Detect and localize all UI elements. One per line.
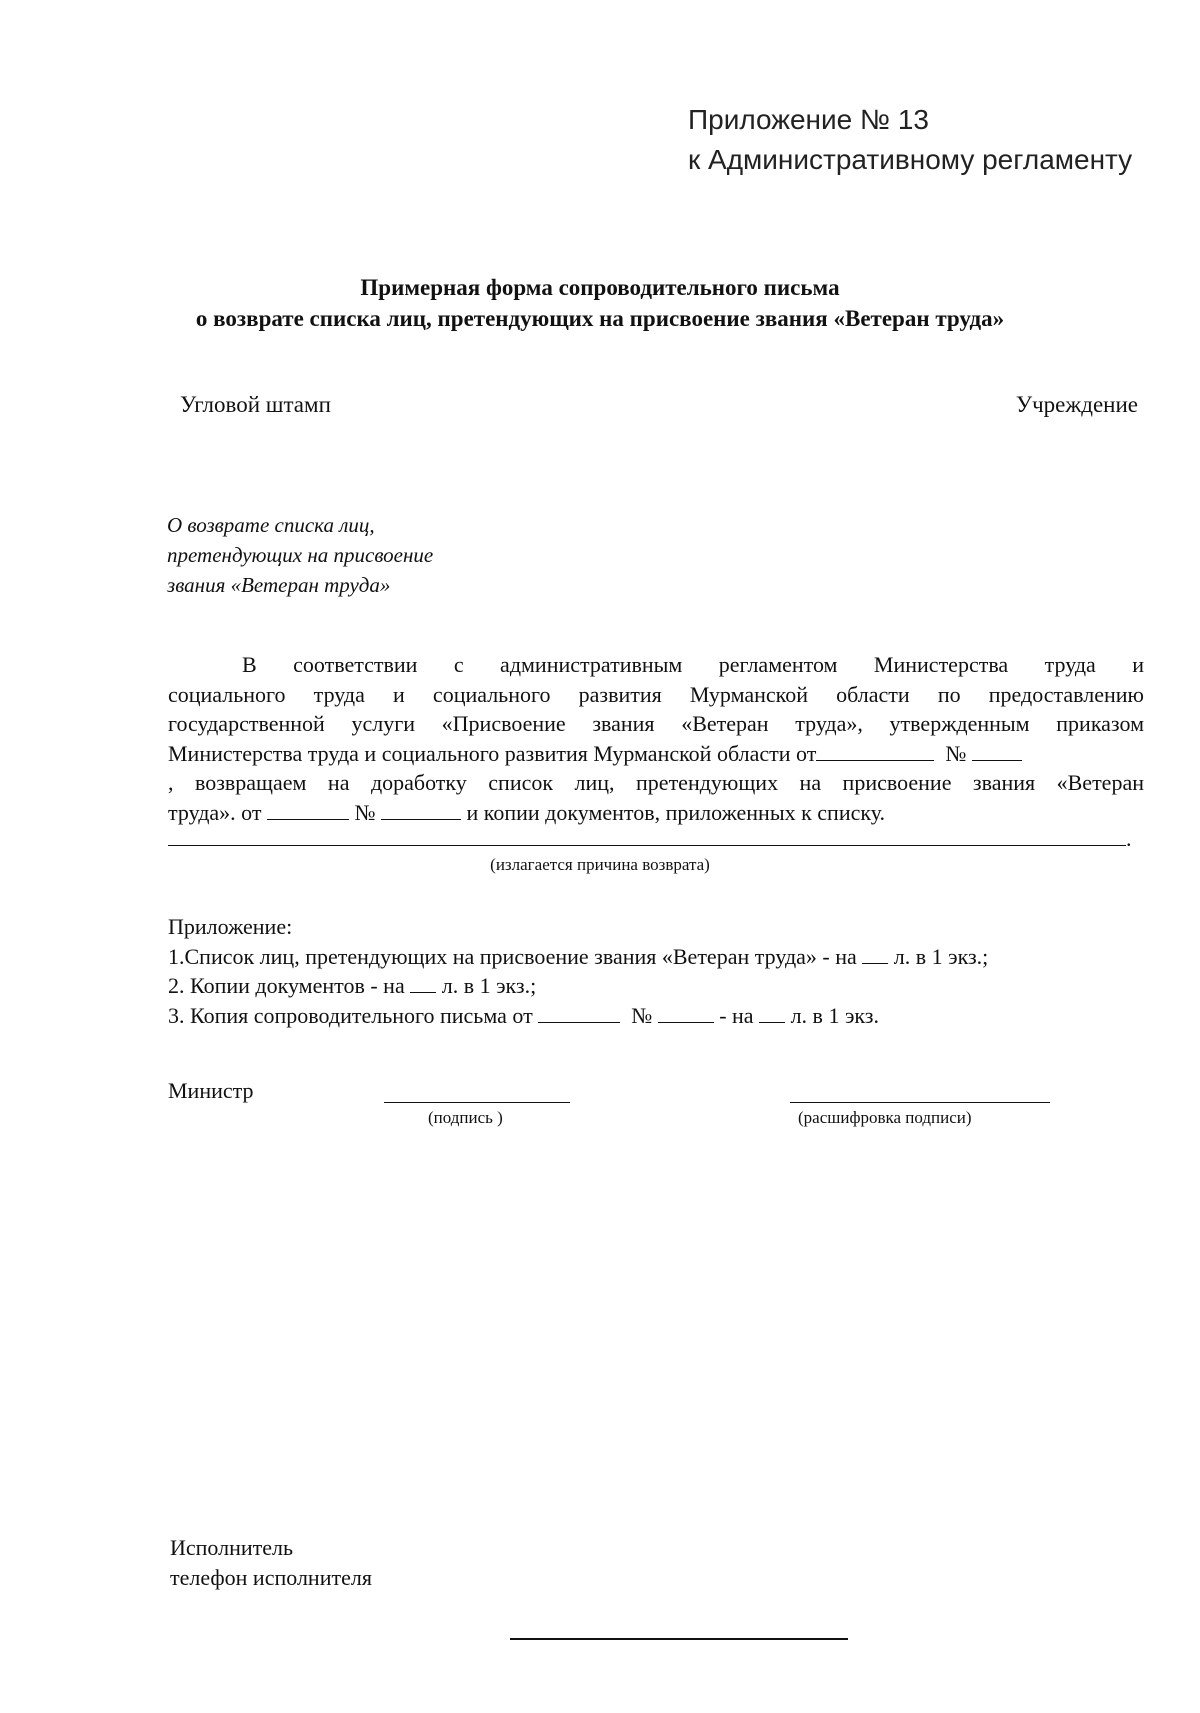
appendix-to: к Административному регламенту bbox=[688, 144, 1133, 175]
list-date-label: труда». от bbox=[168, 799, 262, 825]
return-reason-field[interactable] bbox=[168, 845, 1126, 846]
attachment-item-3-end: л. в 1 экз. bbox=[790, 1002, 879, 1028]
attachment-item-2 bbox=[168, 971, 988, 1001]
appendix-header bbox=[688, 100, 1132, 180]
letter-subject bbox=[167, 510, 433, 600]
body-line-4-text: Министерства труда и социального развития Мурманской области bbox=[168, 740, 791, 766]
body-line-1: В соответствии с административным регламентом Министерства труда и bbox=[242, 652, 1144, 677]
attachment-item-3 bbox=[168, 1001, 988, 1031]
attachment-item-2-text: 2. Копии документов - на bbox=[168, 973, 405, 998]
minister-label: Министр bbox=[168, 1078, 254, 1103]
subject-line-1: О возврате списка лиц, bbox=[167, 513, 375, 537]
appendix-number: Приложение № 13 bbox=[688, 104, 929, 135]
attachment-item-3-mid: - на bbox=[719, 1002, 754, 1028]
signature-field[interactable] bbox=[384, 1102, 570, 1103]
attachment-item-3-sheets-field[interactable] bbox=[759, 1004, 785, 1023]
order-date-label: от bbox=[796, 740, 817, 766]
attachment-item-1 bbox=[168, 942, 988, 972]
signature-decode-field[interactable] bbox=[790, 1102, 1050, 1103]
attachment-item-1-text: 1.Список лиц, претендующих на присвоение звания «Ветеран труда» - на bbox=[168, 943, 857, 969]
corner-stamp-label: Угловой штамп bbox=[180, 392, 331, 417]
bottom-divider bbox=[510, 1638, 848, 1640]
order-number-sign: № bbox=[945, 740, 967, 766]
signature-decode-caption: (расшифровка подписи) bbox=[798, 1108, 972, 1127]
attachments-heading: Приложение: bbox=[168, 914, 293, 939]
signature-caption: (подпись ) bbox=[428, 1108, 503, 1127]
letter-body bbox=[168, 650, 1144, 827]
body-line-4 bbox=[168, 739, 1144, 769]
list-number-sign: № bbox=[354, 799, 376, 825]
attachment-item-3-number-field[interactable] bbox=[658, 1004, 714, 1023]
institution-label: Учреждение bbox=[1015, 392, 1138, 417]
attachment-item-1-sheets-field[interactable] bbox=[862, 945, 888, 964]
executor-phone-label: телефон исполнителя bbox=[170, 1565, 372, 1590]
subject-line-2: претендующих на присвоение bbox=[167, 543, 434, 567]
executor-label: Исполнитель bbox=[170, 1535, 294, 1560]
subject-line-3: звания «Ветеран труда» bbox=[167, 573, 391, 597]
attachment-item-3-date-field[interactable] bbox=[538, 1004, 620, 1023]
body-line-5: , возвращаем на доработку список лиц, претендующих на присвоение звания «Ветеран bbox=[168, 770, 1144, 795]
document-title-line-1: Примерная форма сопроводительного письма bbox=[360, 275, 840, 300]
attachment-item-3-text: 3. Копия сопроводительного письма от bbox=[168, 1002, 533, 1028]
executor-block bbox=[170, 1533, 372, 1593]
document-title bbox=[0, 272, 1200, 334]
order-date-field[interactable] bbox=[816, 742, 934, 761]
attachment-item-3-number-sign: № bbox=[631, 1002, 653, 1028]
attachment-item-2-sheets-field[interactable] bbox=[410, 974, 436, 993]
attachments-section bbox=[168, 912, 988, 1030]
body-line-6 bbox=[168, 798, 1144, 828]
body-line-2: социального труда и социального развития Мурманской области по предоставлению bbox=[168, 681, 1144, 707]
list-date-field[interactable] bbox=[267, 801, 349, 820]
body-line-3: государственной услуги «Присвоение звания «Ветеран труда», утвержденным приказом bbox=[168, 711, 1144, 736]
body-line-6-end: и копии документов, приложенных к списку. bbox=[466, 799, 886, 825]
list-number-field[interactable] bbox=[381, 801, 461, 820]
order-number-field[interactable] bbox=[972, 742, 1022, 761]
document-title-line-2: о возврате списка лиц, претендующих на присвоение звания «Ветеран труда» bbox=[195, 306, 1005, 331]
attachment-item-2-end: л. в 1 экз.; bbox=[441, 973, 537, 998]
return-reason-caption: (излагается причина возврата) bbox=[490, 855, 710, 874]
return-reason-end: . bbox=[1126, 826, 1132, 851]
attachment-item-1-end: л. в 1 экз.; bbox=[893, 943, 989, 969]
